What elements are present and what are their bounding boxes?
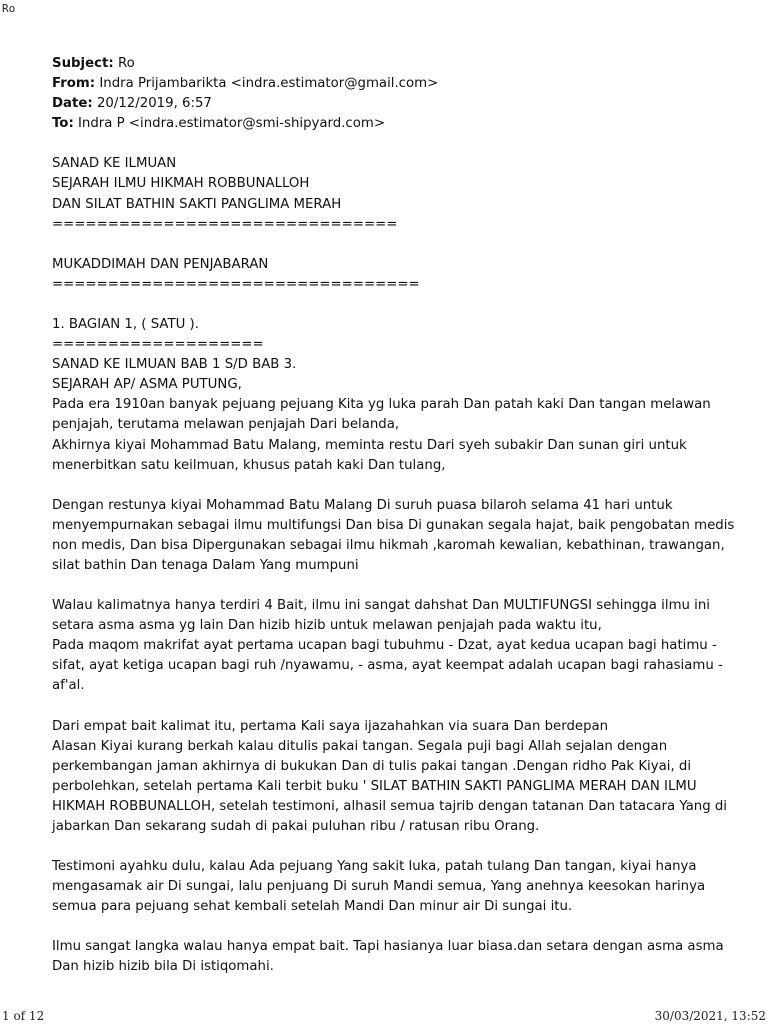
paragraph-line: HIKMAH ROBBUNALLOH, setelah testimoni, alhasil semua tajrib dengan tatanan Dan tatacara Yang di: [52, 798, 727, 814]
paragraph-line: SEJARAH AP/ ASMA PUTUNG,: [52, 377, 242, 393]
title-block: [52, 154, 752, 234]
paragraph-line: silat bathin Dan tenaga Dalam Yang mumpuni: [52, 557, 359, 573]
date-label: Date:: [52, 96, 93, 112]
email-from-row: [52, 74, 752, 94]
paragraph-line: perbolehkan, setelah pertama Kali terbit buku ' SILAT BATHIN SAKTI PANGLIMA MERAH DAN ILMU: [52, 778, 697, 794]
paragraph-line: Ilmu sangat langka walau hanya empat bait. Tapi hasianya luar biasa.dan setara dengan asma asma: [52, 939, 724, 955]
subject-label: Subject:: [52, 56, 114, 71]
paragraph-line: Testimoni ayahku dulu, kalau Ada pejuang Yang sakit luka, patah tulang Dan tangan, kiyai hanya: [52, 859, 697, 875]
paragraph-line: setara asma asma yg lain Dan hizib hizib untuk melawan penjajah pada waktu itu,: [52, 618, 602, 634]
to-label: To:: [52, 116, 74, 132]
paragraph-line: non medis, Dan bisa Dipergunakan sebagai ilmu hikmah ,karomah kewalian, kebathinan, trawangan,: [52, 537, 725, 553]
print-header-title: Ro: [2, 2, 16, 15]
paragraph-line: Dari empat bait kalimat itu, pertama Kali saya ijazahahkan via suara Dan berdepan: [52, 718, 609, 734]
date-value: 20/12/2019, 6:57: [96, 96, 212, 112]
paragraph-testimoni: [52, 857, 752, 917]
paragraph-ijazah: [52, 717, 752, 838]
title-line: DAN SILAT BATHIN SAKTI PANGLIMA MERAH: [52, 196, 342, 212]
email-message: [52, 54, 752, 978]
from-value: Indra Prijambarikta <indra.estimator@gmail.com>: [99, 76, 439, 92]
mukaddimah-divider: =================================: [52, 276, 420, 292]
paragraph-line: jabarkan Dan sekarang sudah di pakai puluhan ribu / ratusan ribu Orang.: [52, 819, 540, 834]
title-line: SANAD KE ILMUAN: [52, 156, 177, 172]
paragraph-line: Pada era 1910an banyak pejuang pejuang Kita yg luka parah Dan patah kaki Dan tangan melawan: [52, 397, 711, 413]
paragraph-line: perkembangan jaman akhirnya di bukukan Dan di tulis pakai tangan .Dengan ridho Pak Kiyai, di: [52, 758, 692, 774]
paragraph-line: penjajah, terutama melawan penjajah Dari belanda,: [52, 417, 400, 433]
mukaddimah-block: [52, 255, 752, 295]
paragraph-line: Akhirnya kiyai Mohammad Batu Malang, meminta restu Dari syeh subakir Dan sunan giri untuk: [52, 437, 687, 453]
bagian-block: [52, 315, 752, 476]
paragraph-line: Alasan Kiyai kurang berkah kalau ditulis pakai tangan. Segala puji bagi Allah sejalan dengan: [52, 738, 668, 754]
paragraph-line: SANAD KE ILMUAN BAB 1 S/D BAB 3.: [52, 357, 297, 373]
paragraph-line: Dan hizib hizib bila Di istiqomahi.: [52, 959, 274, 975]
page-number: 1 of 12: [2, 1009, 45, 1023]
paragraph-langka: [52, 937, 752, 977]
paragraph-restu: [52, 496, 752, 576]
paragraph-line: menyempurnakan sebagai ilmu multifungsi Dan bisa Di gunakan segala hajat, baik pengobatan medis: [52, 517, 735, 533]
email-date-row: [52, 94, 752, 114]
paragraph-line: af'al.: [52, 678, 85, 694]
title-line: SEJARAH ILMU HIKMAH ROBBUNALLOH: [52, 176, 310, 192]
paragraph-line: Pada maqom makrifat ayat pertama ucapan bagi tubuhmu - Dzat, ayat kedua ucapan bagi hatimu -: [52, 638, 717, 654]
email-subject-row: [52, 54, 752, 74]
title-divider: ===============================: [52, 216, 398, 232]
paragraph-line: sifat, ayat ketiga ucapan bagi ruh /nyawamu, - asma, ayat keempat adalah ucapan bagi rahasiamu -: [52, 658, 723, 674]
paragraph-kalimat: [52, 596, 752, 696]
mukaddimah-heading: MUKADDIMAH DAN PENJABARAN: [52, 256, 269, 272]
paragraph-line: semua para pejuang sehat kembali setelah Mandi Dan minur air Di sungai itu.: [52, 899, 573, 915]
from-label: From:: [52, 76, 96, 92]
paragraph-line: menerbitkan satu keilmuan, khusus patah kaki Dan tulang,: [52, 457, 446, 473]
bagian-heading: 1. BAGIAN 1, ( SATU ).: [52, 316, 199, 332]
paragraph-line: Dengan restunya kiyai Mohammad Batu Malang Di suruh puasa bilaroh selama 41 hari untuk: [52, 497, 673, 513]
subject-value: Ro: [117, 56, 135, 71]
print-timestamp: 30/03/2021, 13:52: [654, 1009, 766, 1023]
paragraph-line: mengasamak air Di sungai, lalu penjuang Di suruh Mandi semua, Yang anehnya keesokan harinya: [52, 879, 706, 895]
email-to-row: [52, 114, 752, 134]
paragraph-line: Walau kalimatnya hanya terdiri 4 Bait, ilmu ini sangat dahshat Dan MULTIFUNGSI sehingga ilmu ini: [52, 598, 710, 614]
to-value: Indra P <indra.estimator@smi-shipyard.com>: [78, 116, 385, 132]
bagian-divider: ===================: [52, 337, 264, 353]
